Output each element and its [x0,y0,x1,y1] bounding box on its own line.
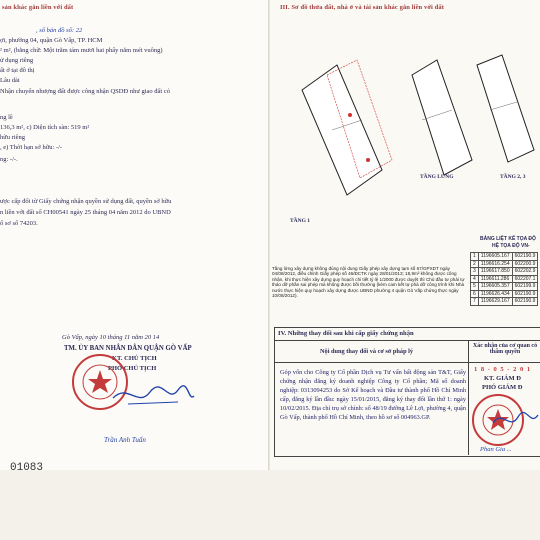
line-3: ử dụng riêng [0,57,34,64]
floor23-label: TẦNG 2, 3 [500,174,526,180]
coord-sub: HỆ TỌA ĐỘ VN- [492,243,530,249]
coord-row [471,275,538,283]
coord-cell: 1196617.850 [478,268,512,276]
coord-cell: 602202.9 [512,268,538,276]
coord-cell: 1196616.254 [478,260,512,268]
col2-header: Xác nhận của cơ quan có thẩm quyền [472,343,538,355]
signature-right [490,405,540,435]
coord-cell: 3 [471,268,479,276]
coord-cell: 602200.9 [512,260,538,268]
line-0: , số bản đồ số: 22 [36,27,83,34]
coord-title: BẢNG LIỆT KÊ TỌA ĐỘ [480,236,536,242]
coord-cell: 2 [471,260,479,268]
signer2-name: Phan Gia ... [480,446,512,453]
coord-cell: 5 [471,283,479,291]
right-header: III. Sơ đồ thửa đất, nhà ở và tài sản khác gắn liền với đất [280,4,444,11]
coord-cell: 602190.9 [512,253,538,261]
line-5: Lâu dài [0,77,20,84]
coord-cell: 6 [471,290,479,298]
coord-cell: 602190.9 [512,298,538,306]
line-9: hữu riêng [0,134,26,141]
coord-row [471,253,538,261]
line-14: ố sơ số 74203. [0,220,38,227]
kt-gd: KT. GIÁM Đ [484,375,521,382]
coord-cell: 7 [471,298,479,306]
line-1: ợi, phường 04, quận Gò Vấp, TP. HCM [0,37,103,44]
line-11: ng: -/-. [0,156,18,163]
coord-row [471,290,538,298]
coord-row [471,298,538,306]
coord-cell: 1196611.286 [478,275,512,283]
kt-title: KT. CHỦ TỊCH [112,355,157,362]
stamp-date: 1 8 - 0 5 - 2 0 1 [474,366,532,373]
col1-header: Nội dung thay đổi và cơ sở pháp lý [320,348,414,355]
org-title: TM. ỦY BAN NHÂN DÂN QUẬN GÒ VẤP [64,345,192,352]
coord-table [470,252,538,306]
left-header: sản khác gắn liền với đất [2,4,74,11]
floor1-label: TẦNG 1 [290,218,311,224]
signature-left [108,378,198,412]
line-6: Nhận chuyển nhượng đất được công nhận QSDĐ như giao đất có [0,88,170,95]
coord-row [471,260,538,268]
pct-title: PHÓ CHỦ TỊCH [108,365,157,372]
coord-row [471,283,538,291]
line-13: n liền với đất số CH00541 ngày 25 tháng 04 năm 2012 do UBND [0,209,171,216]
coord-cell: 602199.9 [512,283,538,291]
bottom-margin [0,470,540,540]
sec4-title: IV. Những thay đổi sau khi cấp giấy chứng nhận [278,330,414,337]
coord-cell: 4 [471,275,479,283]
left-page [0,0,270,470]
right-page [270,0,540,470]
coord-cell: 602207.1 [512,275,538,283]
coord-cell: 1196605.357 [478,283,512,291]
plot-note: Tầng lửng xây dựng không đúng nội dung Giấy phép xây dựng tạm số 67/GPXDT ngày 04/08/2012, điều chỉnh Giấy phép số 46/ĐCTK ngày 28/01/2013; 18,9m² không được công nhận, khi thực hiện xây dựng quy hoạch chi tiết tỷ lệ 1/2000 được duyệt thì Chủ đầu tư phải tự tháo dỡ phần sai phép mà không được bồi thường (kèm cam kết tự phá dỡ công trình khi Nhà nước thực hiện quy hoạch xây dựng được UBND phường 4 quận Gò Vấp chứng thực ngày 10/08/2012). [272,266,465,299]
line-8: 136,3 m², c) Diện tích sàn: 519 m² [0,124,90,131]
line-12: ược cấp đổi từ Giấy chứng nhận quyền sử dụng đất, quyền sở hữu [0,198,172,205]
plot-diagram [272,20,540,235]
line-4: ất ở tại đô thị [0,67,35,74]
change-text: Góp vốn cho Công ty Cổ phần Dịch vụ Tư vấn bất động sản T&T, Giấy chứng nhận đăng ký doanh nghiệp Công ty Cổ phần; Mã số doanh nghiệp: 0313094253 do Sở Kế hoạch và Đầu tư thành phố Hồ Chí Minh cấp, đăng ký lần đầu: ngày 15/01/2015, đăng ký thay đổi lần thứ 1: ngày 10/02/2015. Địa chỉ trụ sở chính: số 48/19 đường Lê Lợi, phường 4, quận Gò Vấp, thành phố Hồ Chí Minh, theo hồ sơ số 004963.GP. [280,369,466,421]
coord-cell: 1196626.434 [478,290,512,298]
coord-cell: 1 [471,253,479,261]
coord-cell: 1196605.167 [478,253,512,261]
date-line: Gò Vấp, ngày 10 tháng 11 năm 20 14 [62,334,160,341]
coord-cell: 1196629.167 [478,298,512,306]
doc-number: 01083 [10,462,44,474]
pgd: PHÓ GIÁM Đ [482,384,523,391]
floor-lung-label: TẦNG LỬNG [420,174,454,180]
signer-name: Trần Anh Tuấn [104,436,146,444]
line-2: ² m², (bằng chữ: Một trăm tám mươi hai phẩy năm mét vuông) [0,47,163,54]
line-7: ng lề [0,114,13,121]
coord-cell: 602190.9 [512,290,538,298]
coord-row [471,268,538,276]
line-10: , e) Thời hạn sở hữu: -/- [0,144,63,151]
